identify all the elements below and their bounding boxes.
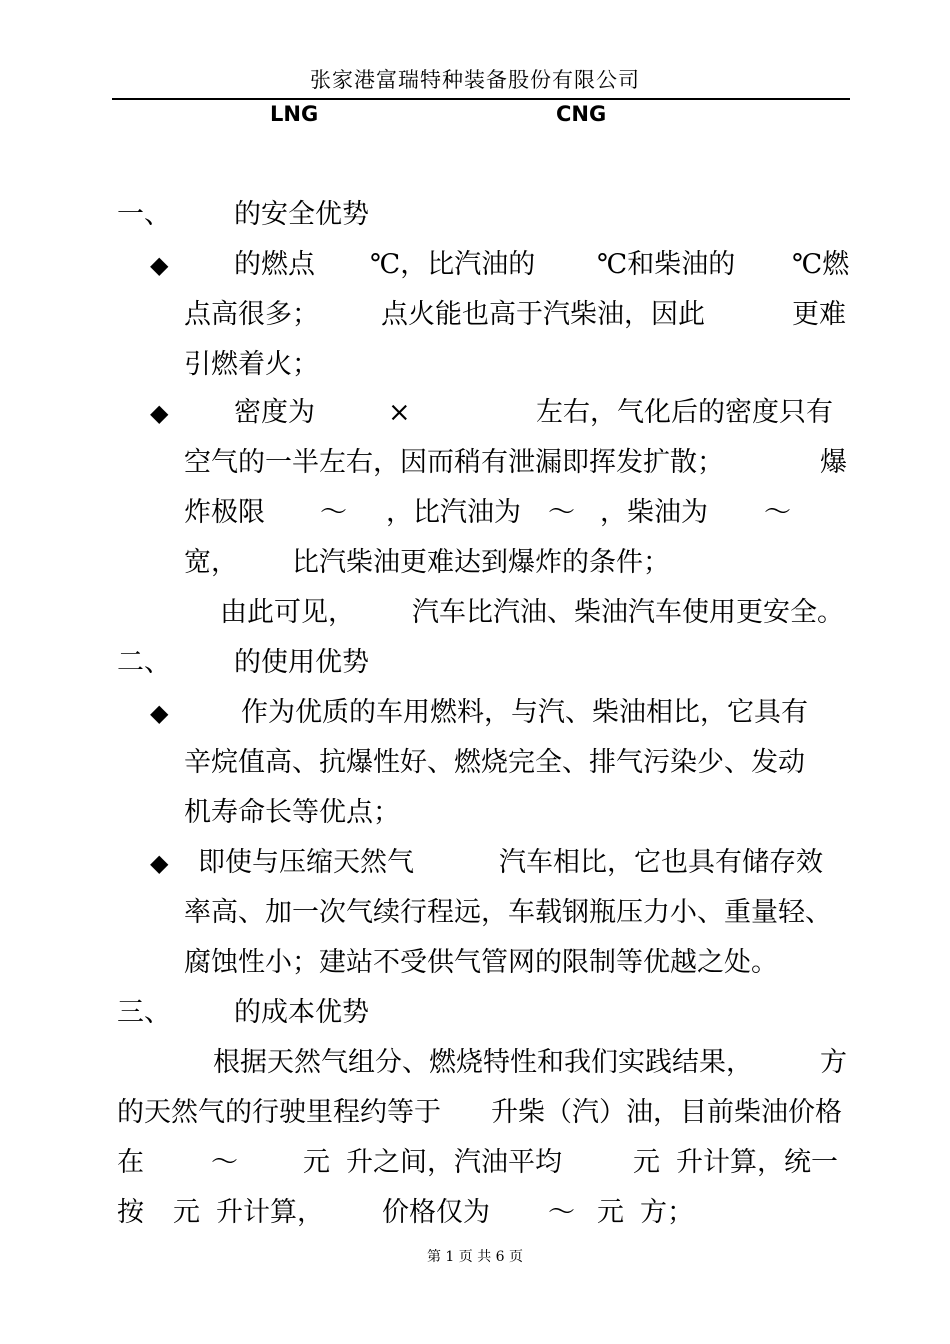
text-line: 左右，气化后的密度只有 <box>536 397 833 428</box>
text-line: 更难 <box>792 299 846 330</box>
text-line: 点火能也高于汽柴油，因此 <box>381 299 705 330</box>
text-line: 元 <box>303 1147 330 1178</box>
text-line: 元 <box>633 1147 660 1178</box>
text-line: 的燃点 <box>234 249 315 280</box>
text-line: 升柴（汽）油，目前柴油价格 <box>491 1097 842 1128</box>
text-line: 元 <box>597 1197 624 1228</box>
text-line: 按 <box>117 1197 144 1228</box>
section-3-title: 的成本优势 <box>234 997 369 1028</box>
text-line: ℃，比汽油的 <box>370 249 536 280</box>
text-line: 腐蚀性小；建站不受供气管网的限制等优越之处。 <box>184 947 778 978</box>
header-divider <box>112 98 850 100</box>
bullet-diamond-icon: ◆ <box>150 699 169 727</box>
text-line: ，比汽油为 <box>386 497 521 528</box>
text-line: 升计算， <box>216 1197 324 1228</box>
text-line: ℃和柴油的 <box>597 249 736 280</box>
text-line: ，柴油为 <box>600 497 708 528</box>
subtitle-cng: CNG <box>556 102 607 126</box>
text-line: 方； <box>640 1197 694 1228</box>
text-line: ～ <box>548 497 575 528</box>
section-3-number: 三、 <box>117 997 171 1028</box>
text-line: ～ <box>764 497 791 528</box>
page-header-company: 张家港富瑞特种装备股份有限公司 <box>310 68 640 92</box>
text-line: 密度为 <box>234 397 315 428</box>
text-line: 宽， <box>184 547 238 578</box>
text-line: 价格仅为 <box>382 1197 490 1228</box>
text-line: 升之间，汽油平均 <box>346 1147 562 1178</box>
text-line: ～ <box>548 1197 575 1228</box>
text-line: 率高、加一次气续行程远，车载钢瓶压力小、重量轻、 <box>184 897 832 928</box>
text-line: 的天然气的行驶里程约等于 <box>117 1097 441 1128</box>
text-line: 汽车相比，它也具有储存效 <box>499 847 823 878</box>
text-line: 即使与压缩天然气 <box>198 847 414 878</box>
text-line: 炸极限 <box>184 497 265 528</box>
section-2-number: 二、 <box>117 647 171 678</box>
text-line: 爆 <box>820 447 847 478</box>
text-line: 引燃着火； <box>184 349 319 380</box>
bullet-diamond-icon: ◆ <box>150 399 169 427</box>
bullet-diamond-icon: ◆ <box>150 849 169 877</box>
text-line: 汽车比汽油、柴油汽车使用更安全。 <box>412 597 844 628</box>
text-line: 方 <box>820 1047 847 1078</box>
text-line: ℃燃 <box>792 249 850 280</box>
text-line: 根据天然气组分、燃烧特性和我们实践结果， <box>213 1047 753 1078</box>
text-line: 空气的一半左右，因而稍有泄漏即挥发扩散； <box>184 447 724 478</box>
text-line: × <box>388 397 411 428</box>
text-line: 辛烷值高、抗爆性好、燃烧完全、排气污染少、发动 <box>184 747 805 778</box>
text-line: 在 <box>117 1147 144 1178</box>
text-line: ～ <box>320 497 347 528</box>
text-line: 作为优质的车用燃料，与汽、柴油相比，它具有 <box>241 697 808 728</box>
text-line: 比汽柴油更难达到爆炸的条件； <box>292 547 670 578</box>
text-line: ～ <box>211 1147 238 1178</box>
text-line: 机寿命长等优点； <box>184 797 400 828</box>
text-line: 点高很多； <box>184 299 319 330</box>
bullet-diamond-icon: ◆ <box>150 251 169 279</box>
page-footer-number: 第 1 页 共 6 页 <box>426 1249 524 1265</box>
text-line: 升计算，统一 <box>676 1147 838 1178</box>
section-1-title: 的安全优势 <box>234 199 369 230</box>
text-line: 元 <box>173 1197 200 1228</box>
section-2-title: 的使用优势 <box>234 647 369 678</box>
text-line: 由此可见， <box>220 597 355 628</box>
subtitle-lng: LNG <box>270 102 319 126</box>
section-1-number: 一、 <box>117 199 171 230</box>
